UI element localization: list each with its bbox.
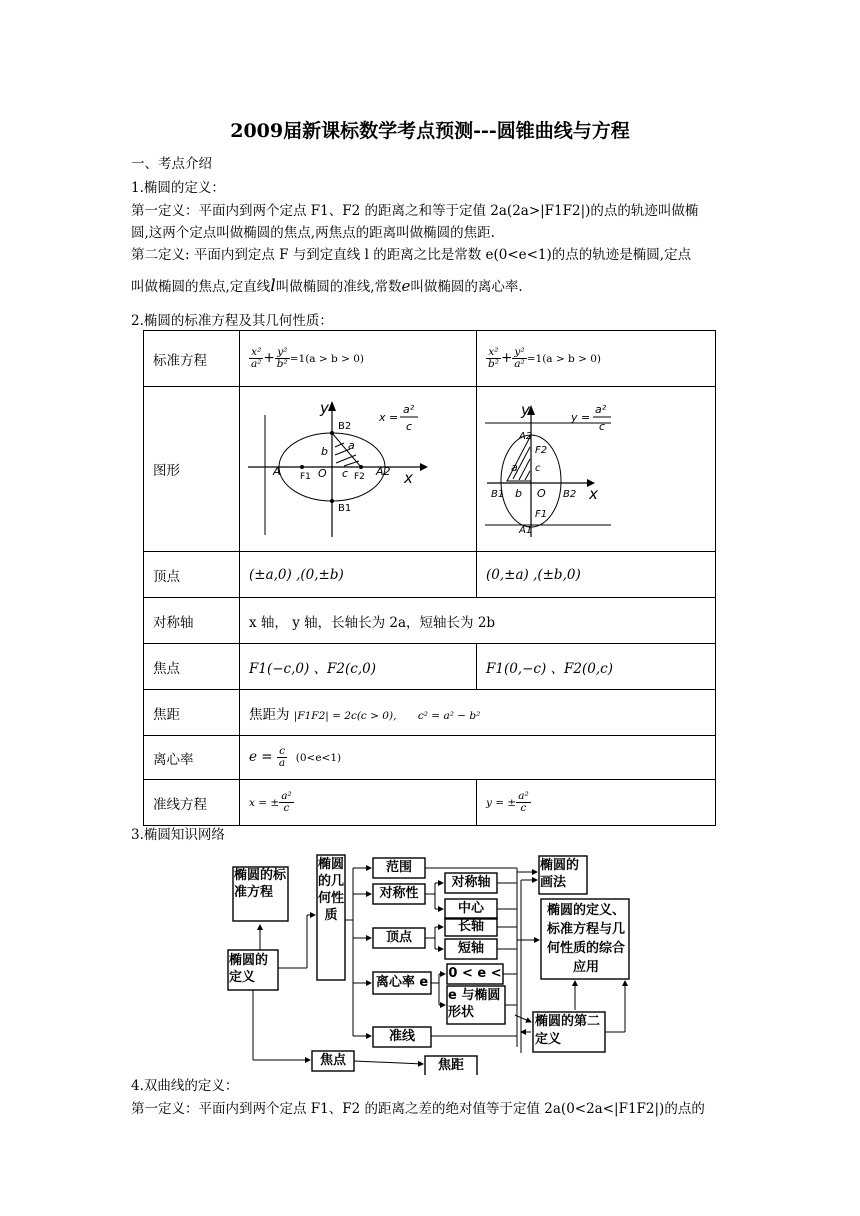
fig1-directrix: x = [379,411,399,424]
item-heading-4: 4.双曲线的定义： [131,1078,239,1094]
row-label-vertex: 顶点 [144,552,240,598]
row-label-axis: 对称轴 [144,598,240,644]
def2-line2 [131,275,523,296]
def1-line1: 第一定义：平面内到两个定点 F1、F2 的距离之和等于定值 2a(2a>|F1F2|)的点的轨迹叫做椭 [131,203,699,219]
table-row [144,780,716,826]
fig2-c: c [535,463,541,474]
node-ecc: 离心率 e [375,975,429,990]
node-application: 椭圆的定义、标准方程与几何性质的综合应用 [546,903,625,975]
table-row [144,598,716,644]
figure-vertical-cell [477,387,716,552]
fig2-x-label: x [589,485,598,503]
fig1-x-label: x [404,469,413,487]
row-label-focal-dist: 焦距 [144,690,240,736]
node-second-def: 椭圆的第二定义 [535,1014,601,1047]
node-std-eq: 椭圆的标准方程 [234,868,287,900]
node-long-axis: 长轴 [457,919,484,934]
row-label-focus: 焦点 [144,644,240,690]
vertical-ellipse-figure [477,387,715,547]
ellipse-properties-table [143,330,716,826]
node-sym-axis: 对称轴 [451,875,491,890]
fig2-y-label: y [521,401,530,419]
row-label-directrix: 准线方程 [144,780,240,826]
fig2-dir-num: a² [595,403,607,416]
std-eq-horizontal: $\frac{\text{x²}}{\text{a²}}$ + $\frac{\text{y²}}{\text{b²}}$ =1(a > b > 0) [240,331,477,387]
focus-horizontal: F1(−c,0) 、F2(c,0) [240,644,477,690]
ecc-eq: e = [249,749,273,765]
def1-line2: 圆,这两个定点叫做椭圆的焦点,两焦点的距离叫做椭圆的焦距. [131,225,495,241]
node-ecc-range: 0 < e < [448,966,502,981]
node-definition: 椭圆的定义 [229,953,269,985]
item-heading-3: 3.椭圆知识网络 [131,827,225,843]
figure-horizontal-cell [240,387,477,552]
node-geo-props: 椭圆的几何性质 [318,857,344,923]
fig1-a1: A [273,465,281,478]
focal-text: 焦距为 [249,706,290,723]
std-eq-vertical: $\frac{\text{x²}}{\text{b²}}$ + $\frac{\text{y²}}{\text{a²}}$ =1(a > b > 0) [477,331,716,387]
fig1-f2: F2 [354,472,365,482]
node-drawing: 椭圆的画法 [540,858,580,890]
fig2-f1: F1 [535,509,548,520]
var-l: l [270,276,276,296]
vertex-vertical: (0,±a) ,(±b,0) [477,552,716,598]
fig2-b2: B2 [563,489,577,500]
knowledge-network-diagram [225,850,635,1075]
fig2-origin: O [537,487,546,500]
fig2-a1: A1 [519,525,533,536]
fig1-dir-den: c [406,420,413,433]
fig1-origin: O [318,467,327,480]
row-label-std-eq: 标准方程 [144,331,240,387]
fig2-a2: A2 [519,431,533,442]
node-focal-dist: 焦距 [437,1058,464,1073]
fig2-b1: B1 [491,489,505,500]
fig1-a2: A2 [376,465,391,478]
table-row [144,387,716,552]
fig1-b2: B2 [338,421,352,432]
node-symmetry: 对称性 [379,886,419,901]
focus-vertical: F1(0,−c) 、F2(0,c) [477,644,716,690]
horizontal-ellipse-figure [240,387,476,547]
row-label-figure: 图形 [144,387,240,552]
fig1-b1: B1 [338,503,352,514]
node-ecc-shape: e 与椭圆形状 [448,988,501,1020]
ecc-range: (0<e<1) [295,752,342,764]
node-directrix: 准线 [388,1029,415,1044]
table-row [144,552,716,598]
directrix-horizontal: x = ± $\frac{\text{a²}}{c}$ [240,780,477,826]
fig2-dir-den: c [599,420,606,433]
fig2-f2: F2 [535,445,548,456]
directrix-vertical: y = ± $\frac{\text{a²}}{c}$ [477,780,716,826]
table-row [144,331,716,387]
fig1-f1: F1 [300,472,311,482]
axis-text: x 轴， y 轴，长轴长为 2a，短轴长为 2b [240,598,716,644]
def2-line1: 第二定义: 平面内到定点 F 与到定直线 l 的距离之比是常数 e(0<e<1)的点的轨迹是椭圆,定点 [131,247,692,263]
def2-text-a: 叫做椭圆的焦点,定直线 [131,279,271,295]
fig1-c: c [342,467,349,480]
section-heading: 一、考点介绍 [131,156,212,172]
focal-eq2: c² = a² − b² [417,709,481,722]
table-row [144,644,716,690]
focal-eq: |F1F2| = 2c(c > 0), [293,709,397,722]
node-short-axis: 短轴 [457,941,484,956]
table-row [144,690,716,736]
def2-text-b: 叫做椭圆的准线,常数 [275,279,402,295]
fig1-y-label: y [320,399,329,417]
node-focus: 焦点 [319,1053,346,1068]
fig2-directrix: y = [571,411,591,424]
dir1-text: x = ± [249,797,280,809]
node-range: 范围 [385,860,412,875]
table-row [144,736,716,780]
hyperbola-def1: 第一定义：平面内到两个定点 F1、F2 的距离之差的绝对值等于定值 2a(0<2a<|F1F2|)的点的 [131,1101,705,1117]
fig2-b: b [515,487,522,500]
vertex-horizontal: (±a,0) ,(0,±b) [240,552,477,598]
fig1-dir-num: a² [403,403,415,416]
fig2-a: a [511,461,518,474]
item-heading-1: 1.椭圆的定义： [131,180,225,196]
row-label-ecc: 离心率 [144,736,240,780]
fig1-b: b [321,445,328,458]
node-center: 中心 [457,901,484,916]
focal-dist-cell [240,690,716,736]
ecc-cell: e = $\frac{c}{a}$ (0<e<1) [240,736,716,780]
node-vertex: 顶点 [385,930,412,945]
fig1-a: a [348,439,355,452]
var-e: e [401,277,411,295]
def2-text-c: 叫做椭圆的离心率. [410,279,523,295]
item-heading-2: 2.椭圆的标准方程及其几何性质： [131,313,333,329]
dir2-text: y = ± [486,797,517,809]
page-title: 2009届新课标数学考点预测---圆锥曲线与方程 [230,120,630,142]
